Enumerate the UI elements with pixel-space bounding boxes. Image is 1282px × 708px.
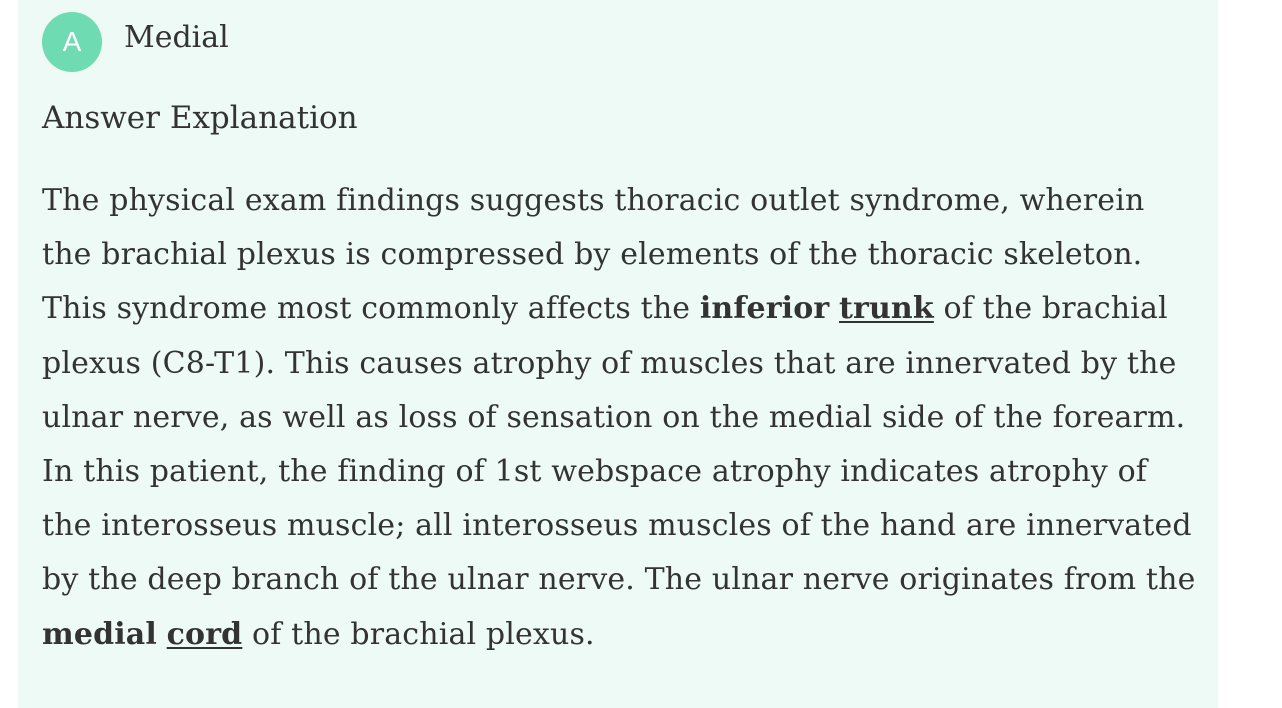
explanation-text-3: of the brachial plexus. xyxy=(242,616,595,652)
emphasis-inferior: inferior xyxy=(699,291,830,327)
selected-answer-row[interactable] xyxy=(42,12,229,72)
answer-explanation-panel xyxy=(18,0,1218,708)
emphasis-medial: medial xyxy=(42,616,157,652)
explanation-heading: Answer Explanation xyxy=(42,100,358,136)
explanation-text-2: of the brachial plexus (C8-T1). This causes atrophy of muscles that are innervated by the ulnar nerve, as well as loss of sensation on the medial side of the forearm. In this patient, the finding of 1st webspace atrophy indicates atrophy of the interosseus muscle; all interosseus muscles of the hand are innervated by the deep branch of the ulnar nerve. The ulnar nerve originates from the xyxy=(42,291,1196,598)
explanation-space-2 xyxy=(157,617,167,652)
keyword-trunk: trunk xyxy=(839,291,934,327)
answer-letter-badge[interactable]: A xyxy=(42,12,102,72)
explanation-body xyxy=(42,174,1202,662)
explanation-text-1: The physical exam findings suggests thoracic outlet syndrome, wherein the brachial plexus is compressed by elements of the thoracic skeleton. This syndrome most commonly affects the xyxy=(42,183,1145,327)
answer-choice-text[interactable]: Medial xyxy=(124,19,229,55)
explanation-space-1 xyxy=(829,291,839,326)
keyword-cord: cord xyxy=(166,616,243,652)
